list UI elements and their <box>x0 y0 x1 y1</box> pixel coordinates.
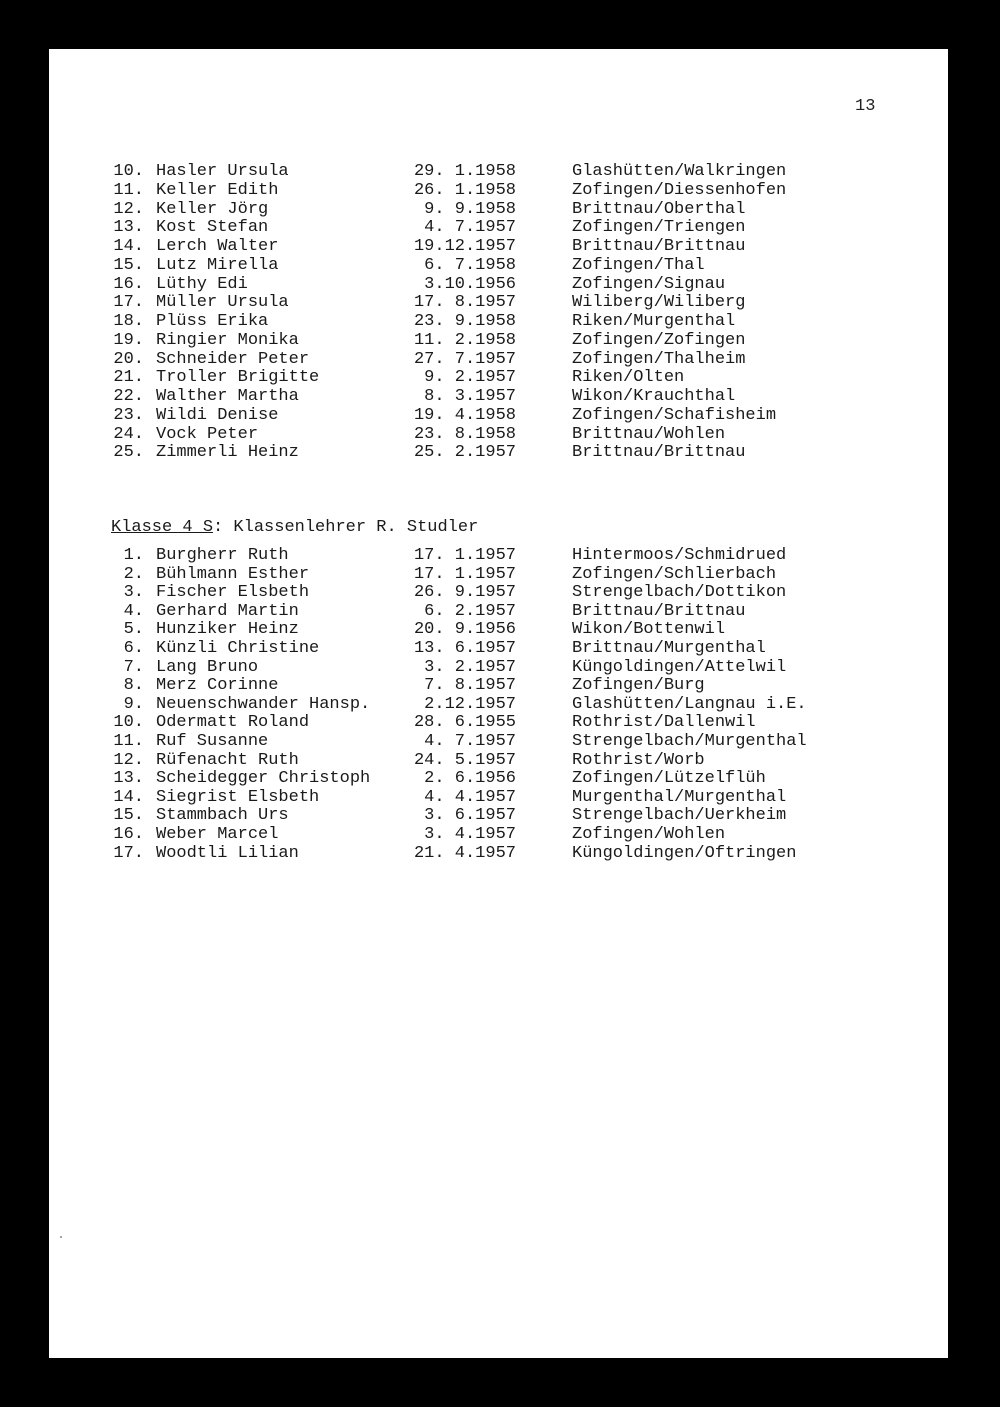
entry-date: 4. 4.1957 <box>424 787 516 807</box>
entry-name: Lerch Walter <box>156 237 279 256</box>
entry-date: 6. 2.1957 <box>424 601 516 621</box>
entry-name: Hunziker Heinz <box>156 620 299 640</box>
list-item <box>0 769 1000 788</box>
entry-place: Zofingen/Burg <box>572 676 705 696</box>
entry-num: 22. <box>113 387 144 406</box>
entry-num: 9. <box>123 694 144 714</box>
entry-date: 9. 2.1957 <box>424 368 516 388</box>
entry-num: 24. <box>113 424 144 444</box>
entry-date: 13. 6.1957 <box>413 639 516 658</box>
entry-place: Küngoldingen/Oftringen <box>572 843 797 863</box>
list-item <box>0 732 1000 751</box>
list-item <box>0 200 1000 219</box>
entry-place: Strengelbach/Dottikon <box>572 583 787 603</box>
entry-num: 5. <box>123 620 144 640</box>
list-item <box>0 443 1000 462</box>
entry-date: 17. 1.1957 <box>413 564 516 584</box>
entry-name: Odermatt Roland <box>156 713 310 733</box>
entry-num: 11. <box>113 732 144 751</box>
entry-name: Zimmerli Heinz <box>156 443 299 463</box>
entry-num: 11. <box>113 180 144 200</box>
entry-name: Müller Ursula <box>156 293 289 313</box>
entry-name: Merz Corinne <box>156 676 279 696</box>
entry-name: Keller Jörg <box>156 199 269 219</box>
entry-place: Murgenthal/Murgenthal <box>572 787 787 807</box>
entry-name: Gerhard Martin <box>156 601 299 621</box>
entry-num: 13. <box>113 769 144 789</box>
entry-date: 17. 1.1957 <box>413 546 516 565</box>
entry-name: Siegrist Elsbeth <box>156 787 320 807</box>
entry-num: 13. <box>113 218 144 238</box>
entry-date: 26. 1.1958 <box>413 180 516 200</box>
entry-date: 3.10.1956 <box>424 274 516 294</box>
scan-speck <box>60 1236 62 1238</box>
list-item <box>0 162 1000 181</box>
entry-name: Lüthy Edi <box>156 274 248 294</box>
class-heading-title: Klasse 4 S <box>111 518 214 537</box>
entry-num: 21. <box>113 368 144 388</box>
entry-name: Burgherr Ruth <box>156 546 289 565</box>
entry-name: Lutz Mirella <box>156 255 279 275</box>
entry-place: Wikon/Krauchthal <box>572 387 736 406</box>
entry-num: 16. <box>113 825 144 844</box>
entry-date: 28. 6.1955 <box>413 713 516 733</box>
page-number: 13 <box>855 97 876 116</box>
entry-name: Ringier Monika <box>156 330 299 350</box>
entry-num: 12. <box>113 750 144 770</box>
entry-place: Wikon/Bottenwil <box>572 620 726 640</box>
entry-date: 19. 4.1958 <box>413 405 516 425</box>
entry-name: Walther Martha <box>156 387 299 406</box>
entry-place: Brittnau/Murgenthal <box>572 639 766 658</box>
entry-num: 17. <box>113 293 144 313</box>
entry-date: 23. 8.1958 <box>413 424 516 444</box>
entry-name: Wildi Denise <box>156 405 279 425</box>
entry-name: Woodtli Lilian <box>156 843 299 863</box>
entry-date: 8. 3.1957 <box>424 387 516 406</box>
entry-num: 2. <box>123 564 144 584</box>
entry-name: Keller Edith <box>156 180 279 200</box>
entry-date: 4. 7.1957 <box>424 732 516 751</box>
entry-date: 6. 7.1958 <box>424 255 516 275</box>
entry-name: Rüfenacht Ruth <box>156 750 299 770</box>
entry-date: 2.12.1957 <box>424 694 516 714</box>
list-item <box>0 751 1000 770</box>
list-item <box>0 806 1000 825</box>
entry-name: Bühlmann Esther <box>156 564 310 584</box>
entry-place: Zofingen/Thal <box>572 255 705 275</box>
entry-place: Zofingen/Lützelflüh <box>572 769 766 789</box>
entry-date: 23. 9.1958 <box>413 312 516 331</box>
entry-name: Scheidegger Christoph <box>156 769 371 789</box>
list-item <box>0 583 1000 602</box>
entry-place: Zofingen/Triengen <box>572 218 746 238</box>
entry-place: Rothrist/Worb <box>572 750 705 770</box>
entry-num: 16. <box>113 274 144 294</box>
class-heading <box>111 518 478 537</box>
entry-date: 20. 9.1956 <box>413 620 516 640</box>
entry-place: Glashütten/Walkringen <box>572 162 787 181</box>
entry-place: Brittnau/Brittnau <box>572 601 746 621</box>
list-item <box>0 695 1000 714</box>
entry-num: 20. <box>113 349 144 369</box>
entry-date: 4. 7.1957 <box>424 218 516 238</box>
entry-name: Vock Peter <box>156 424 259 444</box>
entry-date: 27. 7.1957 <box>413 349 516 369</box>
entry-date: 25. 2.1957 <box>413 443 516 463</box>
entry-num: 7. <box>123 657 144 677</box>
entry-place: Küngoldingen/Attelwil <box>572 657 787 677</box>
list-item <box>0 181 1000 200</box>
list-item <box>0 406 1000 425</box>
entry-place: Rothrist/Dallenwil <box>572 713 756 733</box>
entry-place: Wiliberg/Wiliberg <box>572 293 746 313</box>
entry-name: Ruf Susanne <box>156 732 269 751</box>
entry-name: Weber Marcel <box>156 825 279 844</box>
list-item <box>0 825 1000 844</box>
entry-num: 3. <box>123 583 144 603</box>
entry-place: Brittnau/Brittnau <box>572 443 746 463</box>
entry-date: 3. 6.1957 <box>424 806 516 826</box>
entry-date: 29. 1.1958 <box>413 162 516 181</box>
entry-num: 14. <box>113 787 144 807</box>
entry-num: 10. <box>113 162 144 181</box>
list-item <box>0 713 1000 732</box>
list-item <box>0 387 1000 406</box>
entry-date: 11. 2.1958 <box>413 330 516 350</box>
entry-num: 25. <box>113 443 144 463</box>
entry-date: 17. 8.1957 <box>413 293 516 313</box>
list-item <box>0 639 1000 658</box>
entry-place: Zofingen/Diessenhofen <box>572 180 787 200</box>
entry-place: Brittnau/Wohlen <box>572 424 726 444</box>
list-item <box>0 844 1000 863</box>
entry-date: 19.12.1957 <box>413 237 516 256</box>
entry-date: 9. 9.1958 <box>424 199 516 219</box>
entry-name: Lang Bruno <box>156 657 259 677</box>
entry-place: Riken/Olten <box>572 368 685 388</box>
entry-num: 15. <box>113 806 144 826</box>
entry-date: 21. 4.1957 <box>413 843 516 863</box>
entry-name: Hasler Ursula <box>156 162 289 181</box>
entry-place: Zofingen/Schafisheim <box>572 405 777 425</box>
list-item <box>0 546 1000 565</box>
list-item <box>0 368 1000 387</box>
list-item <box>0 658 1000 677</box>
entry-place: Zofingen/Thalheim <box>572 349 746 369</box>
entry-place: Zofingen/Wohlen <box>572 825 726 844</box>
entry-num: 15. <box>113 255 144 275</box>
list-item <box>0 256 1000 275</box>
entry-num: 12. <box>113 199 144 219</box>
list-item <box>0 350 1000 369</box>
entry-num: 1. <box>123 546 144 565</box>
entry-date: 26. 9.1957 <box>413 583 516 603</box>
entry-date: 7. 8.1957 <box>424 676 516 696</box>
entry-name: Schneider Peter <box>156 349 310 369</box>
list-item <box>0 218 1000 237</box>
entry-num: 17. <box>113 843 144 863</box>
entry-place: Strengelbach/Murgenthal <box>572 732 807 751</box>
list-item <box>0 565 1000 584</box>
entry-num: 10. <box>113 713 144 733</box>
entry-name: Künzli Christine <box>156 639 320 658</box>
entry-place: Brittnau/Oberthal <box>572 199 746 219</box>
entry-date: 3. 4.1957 <box>424 825 516 844</box>
entry-name: Fischer Elsbeth <box>156 583 310 603</box>
entry-num: 14. <box>113 237 144 256</box>
entry-place: Zofingen/Schlierbach <box>572 564 777 584</box>
list-item <box>0 312 1000 331</box>
list-item <box>0 237 1000 256</box>
entry-num: 23. <box>113 405 144 425</box>
entry-name: Stammbach Urs <box>156 806 289 826</box>
list-item <box>0 676 1000 695</box>
entry-place: Zofingen/Zofingen <box>572 330 746 350</box>
class-heading-teacher: : Klassenlehrer R. Studler <box>213 518 479 537</box>
entry-num: 19. <box>113 330 144 350</box>
list-item <box>0 425 1000 444</box>
entry-num: 4. <box>123 601 144 621</box>
list-item <box>0 293 1000 312</box>
list-item <box>0 620 1000 639</box>
list-item <box>0 788 1000 807</box>
list-item <box>0 331 1000 350</box>
entry-date: 2. 6.1956 <box>424 769 516 789</box>
entry-place: Hintermoos/Schmidrued <box>572 546 787 565</box>
entry-place: Glashütten/Langnau i.E. <box>572 694 807 714</box>
entry-num: 8. <box>123 676 144 696</box>
entry-name: Plüss Erika <box>156 312 269 331</box>
entry-num: 18. <box>113 312 144 331</box>
entry-date: 24. 5.1957 <box>413 750 516 770</box>
entry-num: 6. <box>123 639 144 658</box>
entry-name: Kost Stefan <box>156 218 269 238</box>
entry-date: 3. 2.1957 <box>424 657 516 677</box>
entry-name: Troller Brigitte <box>156 368 320 388</box>
list-item <box>0 602 1000 621</box>
entry-place: Strengelbach/Uerkheim <box>572 806 787 826</box>
list-item <box>0 275 1000 294</box>
entry-place: Zofingen/Signau <box>572 274 726 294</box>
entry-name: Neuenschwander Hansp. <box>156 694 371 714</box>
entry-place: Brittnau/Brittnau <box>572 237 746 256</box>
entry-place: Riken/Murgenthal <box>572 312 736 331</box>
